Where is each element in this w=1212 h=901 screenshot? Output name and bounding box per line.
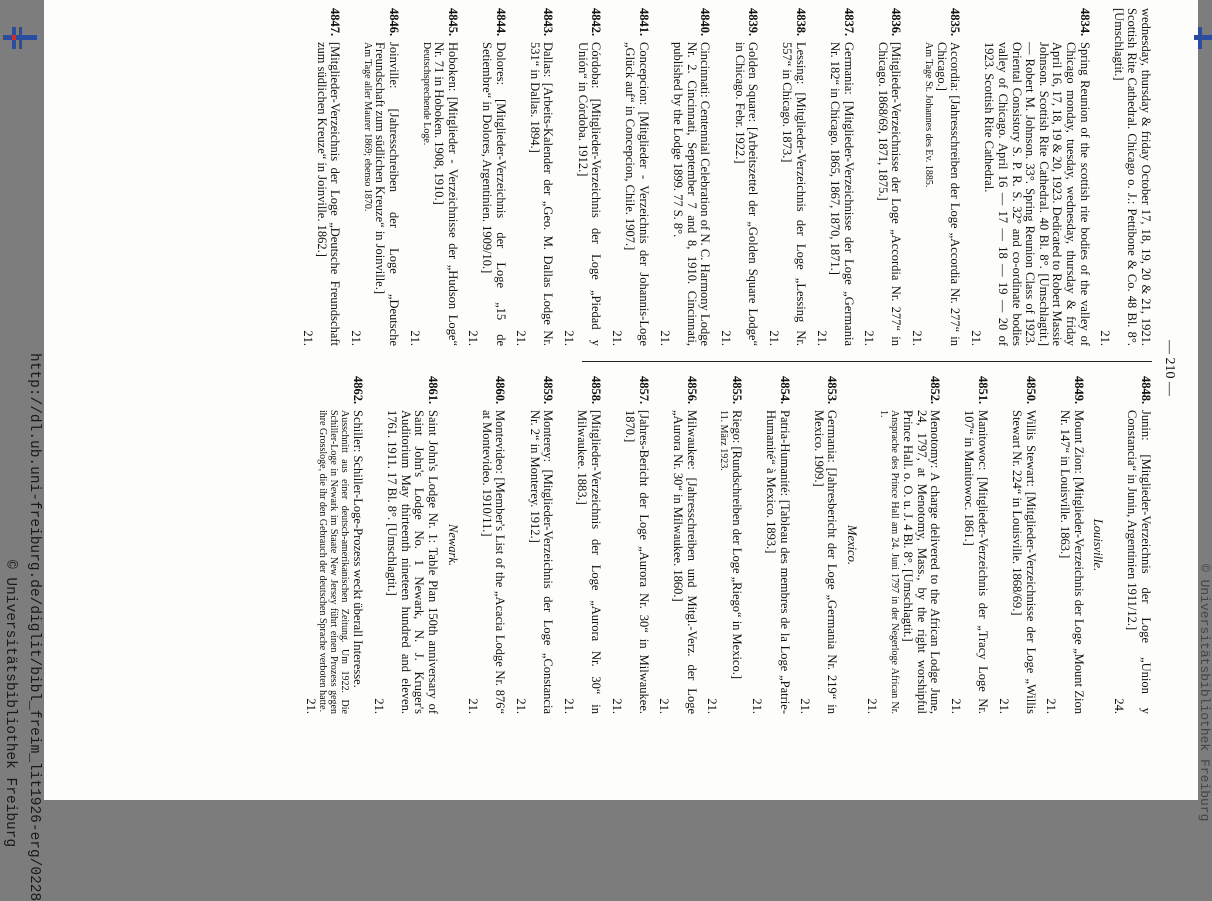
bibliography-entry	[910, 8, 962, 346]
entry-text: wednesday, thursday & friday October 17, 18, 19, 20 & 21, 1921. Scottish Rite Cathedral. Chicago o. J.: Pettibone & Co. 48 Bl. 8°. [Umschlagtit.]	[1111, 8, 1153, 346]
bibliography-entry	[766, 8, 807, 346]
entry-text: Monterey: [Mitglieder-Verzeichnis der Loge „Constancia Nr. 2“ in Monterey. 1912.]	[527, 410, 556, 714]
bibliography-entry	[750, 376, 791, 714]
entry-location: 21.	[657, 698, 672, 714]
entry-note: 11. März 1923.	[718, 410, 730, 471]
entry-text: Lessing: [Mitglieder-Verzeichnis der Loge „Lessing Nr. 557“ in Chicago. 1873.]	[780, 42, 808, 346]
entry-location: 21.	[718, 330, 733, 346]
entry-number: 4850.	[1023, 376, 1038, 405]
entry-number: 4840.	[698, 8, 713, 37]
bibliography-entry	[968, 8, 1090, 346]
entry-location: 21.	[562, 330, 577, 346]
entry-number: 4835.	[948, 8, 963, 37]
entry-text: Manitowoc: [Mitglieder-Verzeichnis der „Tracy Loge Nr. 107“ in Manitowoc. 1861.]	[962, 410, 991, 714]
entry-text: Schiller: Schiller-Loge-Prozess weckt überall Interesse.	[351, 410, 366, 688]
bibliography-entry	[1044, 376, 1085, 714]
bibliography-entry	[814, 8, 855, 346]
entry-number: 4842.	[589, 8, 604, 37]
bibliography-entry	[304, 376, 364, 714]
entry-number: 4841.	[637, 8, 651, 37]
entry-number: 4839.	[746, 8, 761, 37]
entry-number: 4844.	[493, 8, 508, 37]
entry-text: Riego: [Rundschreiben der Loge „Riego“ in Mexico.]	[729, 410, 744, 680]
library-logo-icon	[3, 27, 37, 54]
bibliography-entry	[657, 376, 698, 714]
bibliography-entry	[705, 376, 743, 714]
entry-text: Accordia: [Jahresschreiben der Loge „Accordia Nr. 277“ in Chicago.]	[934, 42, 963, 346]
entry-number: 4834.	[1077, 8, 1092, 37]
entry-number: 4860.	[493, 376, 508, 405]
bibliography-entry	[996, 376, 1037, 714]
rotated-page-content	[212, 8, 1177, 728]
entry-number: 4836.	[889, 8, 904, 37]
entry-number: 4852.	[928, 376, 943, 405]
entry-location: 21.	[348, 330, 363, 346]
entry-text: Willis Stewart: [Mitglieder-Verzeichnisse der Loge „Willis Stewart Nr. 224“ in Louisville. 1868/69.]	[1010, 410, 1038, 714]
entry-number: 4859.	[541, 376, 556, 405]
entry-text: [Mitglieder-Verzeichnisse der Loge „Accordia Nr. 277“ in Chicago. 1868/69, 1871, 1875.]	[875, 42, 904, 346]
bibliography-entry	[1098, 8, 1152, 346]
entry-number: 4845.	[445, 8, 460, 37]
entry-text: Spring Reunion of the scottish rite bodies of the valley of Chicago monday, tuesday, wednesday, thursday & friday April 16, 17, 18, 19 & 20, 1923. Dedicated to Robert Massie Johnson. Scottish Rite Cathedral. 40 Bl. 8°. [Umschlagtit.] — Robert M. Johnson. 33°. Spring Reunion Class of 1923. Oriental Consistory S. P. R. S. 32° and co-ordinate bodies valley of Chicago. April 16 — 17 — 18 — 19 — 20 of 1923. Scottish Rite Cathedral.	[982, 42, 1092, 346]
entry-location: 21.	[657, 330, 672, 346]
column-divider	[582, 361, 1152, 362]
entry-number: 4858.	[589, 376, 603, 405]
entry-text: Joinville: [Jahresschreiben der Loge „Deutsche Freundschaft zum südlichen Kreuze“ in Joinville.]	[373, 42, 402, 346]
section-heading: Louisville.	[1091, 518, 1106, 572]
bibliography-entry	[1111, 376, 1152, 714]
entry-location: 21.	[910, 330, 925, 346]
entry-text: Cincinnati: Centennial Celebration of N. C. Harmony Lodge Nr. 2. Cincinnati, September 7 and 8, 1910. Cincinnati, published by the Lodge 1899. 77 S. 8°.	[671, 42, 713, 346]
entry-location: 21.	[304, 698, 319, 714]
entry-number: 4854.	[777, 376, 792, 405]
entry-location: 21.	[862, 330, 877, 346]
section-heading: Mexico.	[844, 525, 859, 565]
entry-note: Am Tage St. Johannes des Ev. 1885.	[923, 42, 935, 188]
entry-location: 21.	[968, 330, 983, 346]
entry-number: 4837.	[841, 8, 856, 37]
page-number: — 210 —	[1162, 340, 1177, 396]
entry-text: Milwaukee: [Jahresschreiben und Mitgl.-Verz. der Loge „Aurora Nr. 30“ in Milwaukee. 1860.]	[670, 410, 699, 714]
bibliography-entry	[862, 8, 903, 346]
entry-number: 4851.	[976, 376, 991, 405]
entry-text: Dallas: [Arbeits-Kalender der „Geo. M. Dallas Lodge Nr. 531“ in Dallas. 1894.]	[527, 42, 556, 346]
entry-text: Concepcion: [Mitglieder - Verzeichnis der Johannis-Loge „Glück auf“ in Concepcion, Chile. 1907.]	[623, 42, 651, 346]
entry-text: Córdoba: [Mitglieder-Verzeichnis der Loge „Piedad y Unión“ in Córdoba. 1912.]	[575, 42, 604, 346]
entry-location: 21.	[371, 698, 386, 714]
bibliography-entry	[561, 376, 602, 714]
entry-location: 21.	[609, 330, 624, 346]
entry-text: [Mitglieder-Verzeichnis der Loge „Aurora Nr. 30“ in Milwaukee. 1883.]	[575, 410, 603, 714]
entry-text: Dolores: [Mitglieder-Verzeichnis der Loge „15 de Setiembre“ in Dolores, Argentinien. 1909/10.]	[480, 42, 508, 346]
entry-number: 4861.	[426, 376, 441, 405]
entry-number: 4846.	[387, 8, 402, 37]
entry-location: 21.	[948, 698, 963, 714]
bibliography-entry	[948, 376, 989, 714]
entry-location: 21.	[750, 698, 765, 714]
entry-number: 4847.	[328, 8, 343, 37]
left-column	[294, 8, 1152, 346]
entry-location: 24.	[1111, 698, 1126, 714]
bibliography-entry	[513, 376, 554, 714]
entry-note: Ansprache des Prince Hall am 24. Juni 1797 in der Negerloge African Nr. 1.	[878, 410, 901, 714]
right-column	[297, 376, 1152, 714]
entry-text: [Mitglieder-Verzeichnis der Loge „Deutsche Freundschaft zum südlichen Kreuze“ in Joinville. 1862.]	[314, 42, 343, 346]
bibliography-entry	[301, 8, 342, 346]
entry-location: 21.	[466, 698, 481, 714]
entry-location: 21.	[466, 330, 481, 346]
entry-location: 21.	[1098, 330, 1113, 346]
bibliography-entry	[609, 8, 650, 346]
entry-note: Am Tage aller Maurer 1869; ebenso 1870.	[361, 42, 373, 212]
entry-number: 4849.	[1071, 376, 1086, 405]
entry-location: 21.	[1044, 698, 1059, 714]
entry-location: 21.	[407, 330, 422, 346]
entry-text: Junin: [Mitglieder-Verzeichnis der Loge „Union y Constancia“ in Junin, Argentinien 1911/12.]	[1125, 410, 1153, 714]
entry-location: 21.	[865, 698, 880, 714]
bibliography-entry	[561, 8, 602, 346]
entry-text: Montevideo: [Member's List of the „Acacia Lodge Nr. 876“ at Montevideo. 1910/11.]	[479, 410, 508, 714]
entry-location: 21.	[301, 330, 316, 346]
entry-number: 4862.	[351, 376, 366, 405]
entry-location: 21.	[561, 698, 576, 714]
bibliography-entry	[371, 376, 439, 714]
section-heading: Newark.	[445, 523, 460, 566]
bibliography-entry	[609, 376, 650, 714]
entry-text: Mount Zion: [Mitglieder-Verzeichnis der Loge „Mount Zion Nr. 147“ in Louisville. 1863.]	[1058, 410, 1086, 714]
entry-location: 21.	[514, 698, 529, 714]
entry-number: 4857.	[636, 376, 651, 405]
entry-note: Ausschnitt aus einer deutsch-amerikanischen Zeitung. Um 1922. Die Schiller-Loge in Newark im Staate New Jersey führt einen Prozess gegen ihre Grossloge, die ihr den Gebrauch der deutschen Sprache verboten hatte.	[317, 410, 351, 714]
entry-note: Deutschsprechende Loge.	[420, 42, 432, 146]
entry-number: 4843.	[541, 8, 556, 37]
entry-location: 21.	[514, 330, 529, 346]
entry-text: Germania: [Mitglieder-Verzeichnisse der Loge „Germania Nr. 182“ in Chicago. 1865, 1867, 1870, 1871.]	[828, 42, 856, 346]
bibliography-entry	[466, 376, 507, 714]
entry-text: Saint John's Lodge Nr. 1: Table Plan 150th anniversary of Saint John's Lodge No. 1 Newark, N. J. Kruger's Auditorium May thirteenth nineteen hundred and eleven. 1761. 1911. 17 Bl. 8°. [Umschlagtit.]	[385, 410, 441, 714]
library-logo-icon-right	[1194, 27, 1212, 54]
bibliography-entry	[514, 8, 555, 346]
bibliography-entry	[407, 8, 459, 346]
entry-location: 21.	[609, 698, 624, 714]
entry-number: 4838.	[793, 8, 808, 37]
bibliography-entry	[798, 376, 839, 714]
entry-location: 21.	[814, 330, 829, 346]
entry-location: 21.	[705, 698, 720, 714]
bibliography-entry	[865, 376, 941, 714]
entry-text: Golden Square: [Arbeitszettel der „Golden Square Lodge“ in Chicago. Febr. 1922.]	[732, 42, 761, 346]
entry-location: 21.	[766, 330, 781, 346]
entry-text: [Jahres-Bericht der Loge „Aurora Nr. 30“ in Milwaukee. 1870.]	[623, 410, 651, 714]
entry-text: Patria-Humanité: [Tableau des membres de la Loge „Patrie-Humanité“ à Mexico. 1893.]	[763, 410, 792, 714]
entry-text: Menotomy: A charge delivered to the African Lodge June, 24, 1797, at Menotomy, Mass., by the right worshipful Prince Hall. o. O. u. J. 4 Bl. 8°. [Umschlagtit.]	[901, 410, 943, 714]
watermark-copyright: © Universitätsbibliothek Freiburg	[2, 560, 18, 848]
entry-text: Hoboken: [Mitglieder - Verzeichnisse der „Hudson Loge“ Nr. 71 in Hoboken. 1908, 1910.]	[432, 42, 460, 346]
bibliography-entry	[466, 8, 507, 346]
document-page	[44, 0, 1198, 800]
entry-number: 4853.	[825, 376, 840, 405]
entry-location: 21.	[996, 698, 1011, 714]
entry-number: 4856.	[684, 376, 699, 405]
watermark-url: http://dl.ub.uni-freiburg.de/diglit/bibl_freim_lit1926-erg/0228	[26, 353, 42, 901]
entry-number: 4848.	[1139, 376, 1153, 405]
entry-number: 4855.	[729, 376, 744, 405]
bibliography-entry	[657, 8, 711, 346]
entry-text: Germania: [Jahresbericht der Loge „Germania Nr. 219“ in Mexico. 1909.]	[811, 410, 840, 714]
bibliography-entry	[348, 8, 400, 346]
bibliography-entry	[718, 8, 759, 346]
entry-location: 21.	[798, 698, 813, 714]
watermark-right-edge: © Universitätsbibliothek Freiburg	[1197, 564, 1212, 822]
